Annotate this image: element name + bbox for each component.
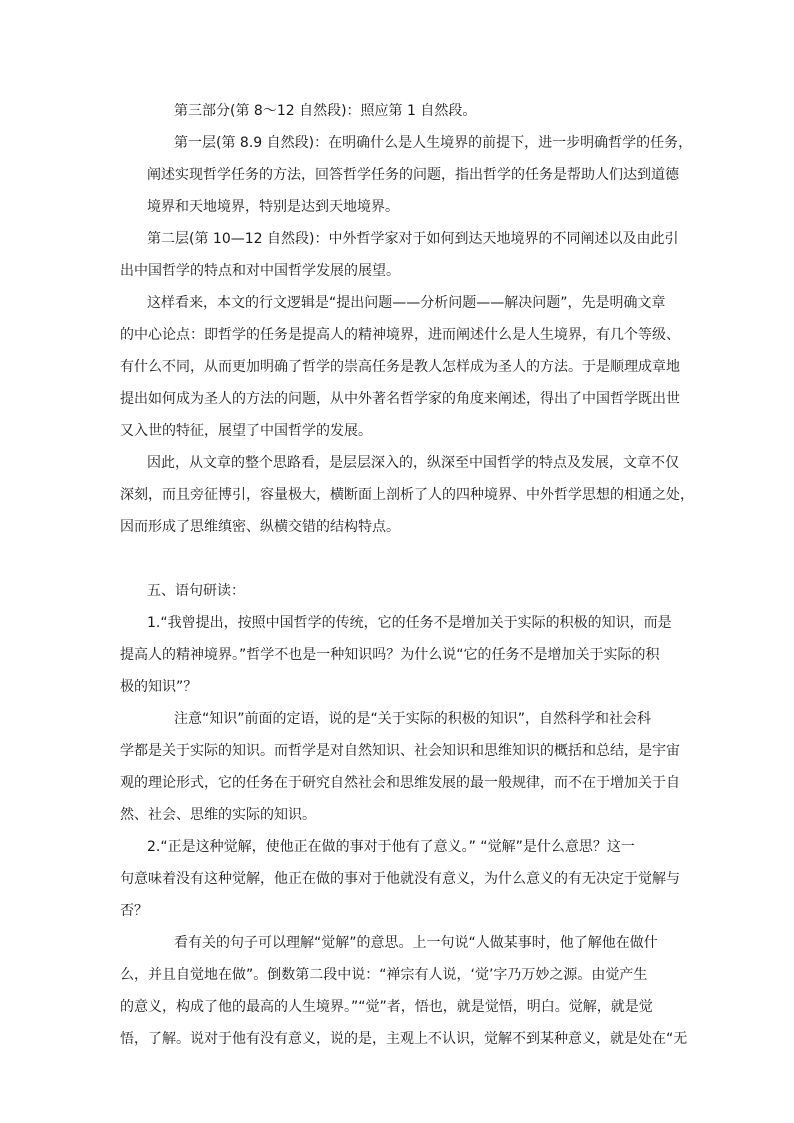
question-line: 句意味着没有这种觉解，他正在做的事对于他就没有意义，为什么意义的有无决定于觉解与 [120, 871, 680, 887]
text-line: 深刻，而且旁征博引，容量极大，横断面上剖析了人的四种境界、中外哲学思想的相通之处， [120, 487, 694, 503]
text-line: 又入世的特征，展望了中国哲学的发展。 [120, 423, 372, 439]
section-heading: 五、语句研读： [147, 583, 245, 599]
answer-line: 么，并且自觉地在做”。倒数第二段中说：“禅宗有人说，‘觉’字乃万妙之源。由觉产生 [120, 967, 648, 983]
text-line: 阐述实现哲学任务的方法，回答哲学任务的问题，指出哲学的任务是帮助人们达到道德 [147, 167, 679, 183]
question-line: 2.“正是这种觉解，使他正在做的事对于他有了意义。” “觉解”是什么意思？这一 [147, 839, 635, 855]
text-line: 境界和天地境界，特别是达到天地境界。 [147, 199, 399, 215]
question-line: 1.“我曾提出，按照中国哲学的传统，它的任务不是增加关于实际的积极的知识，而是 [147, 615, 672, 631]
text-line: 提出如何成为圣人的方法的问题，从中外著名哲学家的角度来阐述，得出了中国哲学既出世 [120, 391, 680, 407]
answer-line: 学都是关于实际的知识。而哲学是对自然知识、社会知识和思维知识的概括和总结，是宇宙 [120, 743, 680, 759]
text-line: 出中国哲学的特点和对中国哲学发展的展望。 [120, 263, 400, 279]
question-line: 提高人的精神境界。”哲学不也是一种知识吗？为什么说“它的任务不是增加关于实际的积 [120, 647, 660, 663]
answer-line: 的意义，构成了他的最高的人生境界。”“觉”者，悟也，就是觉悟，明白。觉解，就是觉 [120, 999, 653, 1015]
answer-line: 看有关的句子可以理解“觉解”的意思。上一句说“人做某事时，他了解他在做什 [174, 935, 658, 951]
text-line: 第二层(第 10—12 自然段)：中外哲学家对于如何到达天地境界的不同阐述以及由此引 [147, 231, 679, 247]
heading-part-three: 第三部分(第 8～12 自然段)：照应第 1 自然段。 [174, 103, 477, 119]
text-line: 这样看来，本文的行文逻辑是“提出问题——分析问题——解决问题”，先是明确文章 [147, 295, 666, 311]
question-line: 极的知识”？ [120, 679, 198, 695]
text-line: 有什么不同，从而更加明确了哲学的崇高任务是教人怎样成为圣人的方法。于是顺理成章地 [120, 359, 680, 375]
question-line: 否？ [120, 903, 148, 919]
text-line: 因而形成了思维缜密、纵横交错的结构特点。 [120, 519, 400, 535]
text-line: 的中心论点：即哲学的任务是提高人的精神境界，进而阐述什么是人生境界，有几个等级、 [120, 327, 680, 343]
answer-line: 悟，了解。说对于他有没有意义，说的是，主观上不认识，觉解不到某种意义，就是处在“无 [120, 1031, 688, 1047]
answer-line: 注意“知识”前面的定语，说的是“关于实际的积极的知识”，自然科学和社会科 [174, 711, 652, 727]
text-line: 因此，从文章的整个思路看，是层层深入的，纵深至中国哲学的特点及发展，文章不仅 [147, 455, 679, 471]
answer-line: 然、社会、思维的实际的知识。 [120, 807, 316, 823]
text-line: 第一层(第 8.9 自然段)：在明确什么是人生境界的前提下，进一步明确哲学的任务， [174, 135, 693, 151]
answer-line: 观的理论形式，它的任务在于研究自然社会和思维发展的最一般规律，而不在于增加关于自 [120, 775, 680, 791]
